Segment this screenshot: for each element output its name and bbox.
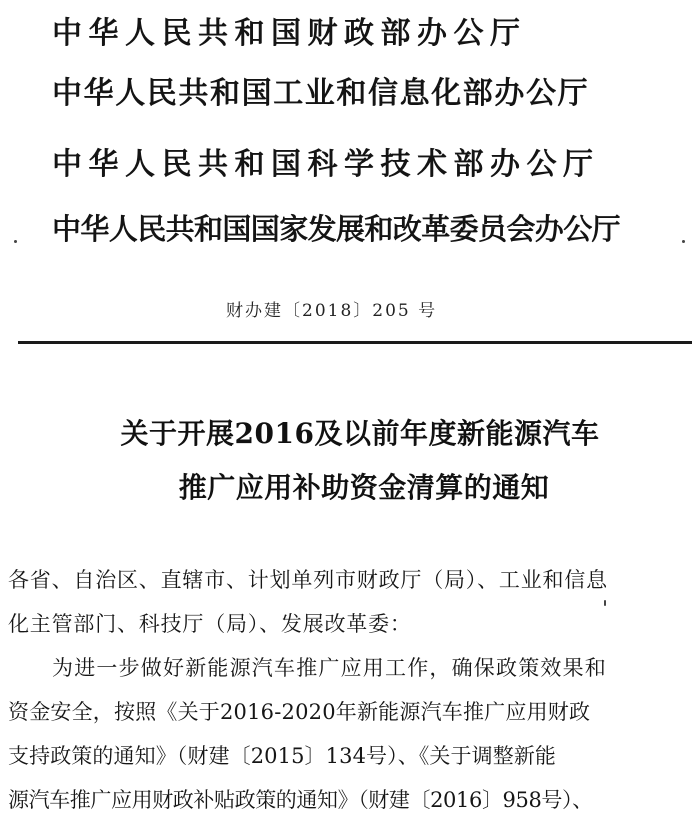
document-number: 财办建〔2018〕205 号 bbox=[226, 301, 438, 321]
issuing-office-1: 中华人民共和国财政部办公厅 bbox=[52, 16, 527, 51]
scan-speck bbox=[682, 240, 685, 243]
separator-rule bbox=[18, 341, 692, 344]
issuing-office-3: 中华人民共和国科学技术部办公厅 bbox=[52, 147, 600, 182]
body-paragraph-line-3: 支持政策的通知》（财建〔2015〕134号）、《关于调整新能 bbox=[8, 744, 557, 768]
document-title-line-1: 关于开展2016及以前年度新能源汽车 bbox=[120, 417, 600, 450]
scan-speck bbox=[14, 240, 17, 243]
body-paragraph-line-1: 为进一步做好新能源汽车推广应用工作，确保政策效果和 bbox=[52, 656, 607, 680]
issuing-office-4: 中华人民共和国国家发展和改革委员会办公厅 bbox=[52, 212, 621, 246]
addressee-line-2: 化主管部门、科技厅（局）、发展改革委： bbox=[8, 612, 412, 636]
scan-speck bbox=[604, 600, 606, 606]
addressee-line-1: 各省、自治区、直辖市、计划单列市财政厅（局）、工业和信息 bbox=[8, 568, 608, 592]
body-paragraph-line-2: 资金安全，按照《关于2016-2020年新能源汽车推广应用财政 bbox=[8, 700, 591, 724]
document-title-line-2: 推广应用补助资金清算的通知 bbox=[178, 471, 550, 504]
body-paragraph-line-4: 源汽车推广应用财政补贴政策的通知》（财建〔2016〕958号）、 bbox=[8, 788, 593, 812]
issuing-office-2: 中华人民共和国工业和信息化部办公厅 bbox=[52, 76, 590, 111]
